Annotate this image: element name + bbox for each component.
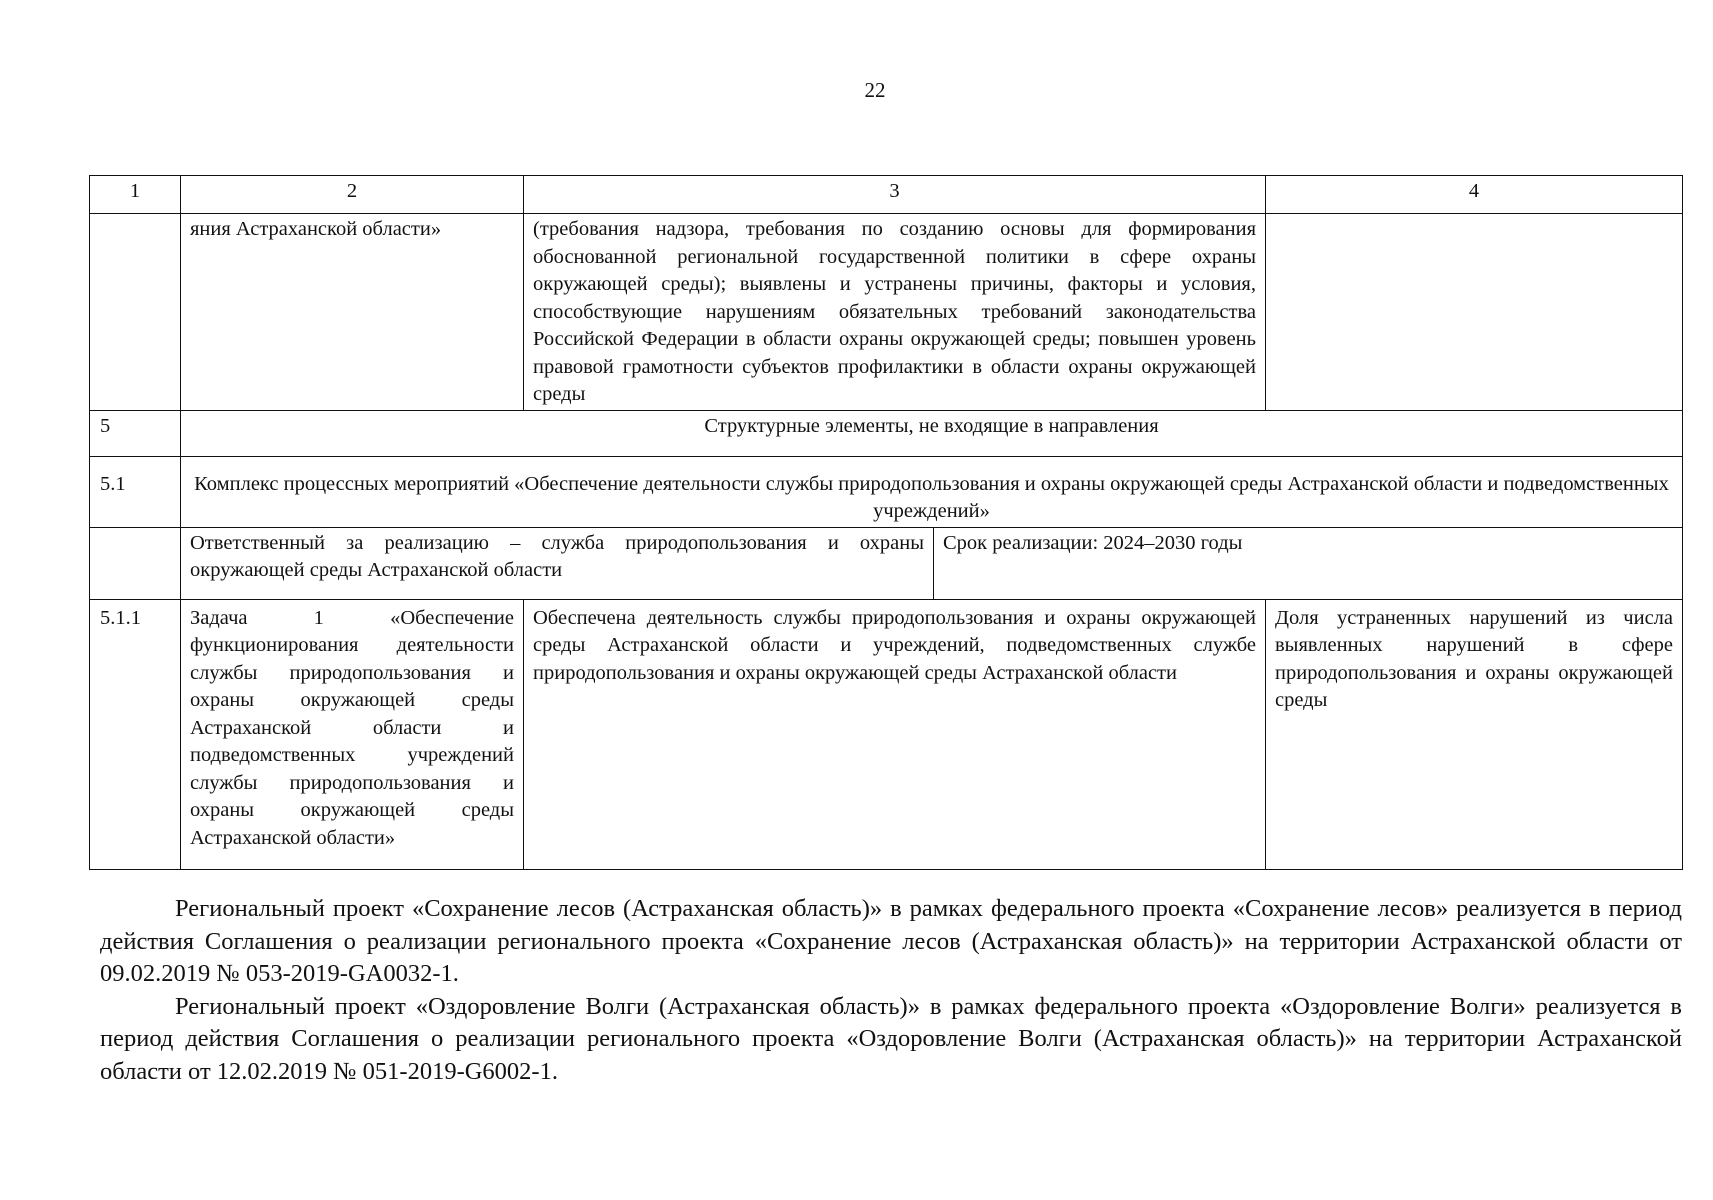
measures-table	[89, 175, 1683, 870]
row-5-1-title: Комплекс процессных мероприятий «Обеспечение деятельности службы природопользования и охраны окружающей среды Астраханской области и подведомственных учреждений»	[181, 456, 1683, 527]
table-row-continuation	[90, 214, 1683, 411]
responsible-cell: Ответственный за реализацию – служба природопользования и охраны окружающей среды Астраханской области	[181, 527, 934, 599]
row-5-1-number: 5.1	[90, 456, 181, 527]
table-row-5-1	[90, 456, 1683, 527]
table-header-row	[90, 176, 1683, 214]
header-cell-4: 4	[1266, 176, 1683, 214]
table-row-5-1-1	[90, 599, 1683, 869]
cont-result-cell: (требования надзора, требования по созданию основы для формирования обоснованной региональной государственной политики в сфере охраны окружающей среды); выявлены и устранены причины, факторы и условия, способствующие нарушениям обязательных требований законодательства Российской Федерации в области охраны окружающей среды; повышен уровень правовой грамотности субъектов профилактики в области охраны окружающей среды	[524, 214, 1266, 411]
cont-num-cell	[90, 214, 181, 411]
row-5-number: 5	[90, 410, 181, 456]
body-text	[100, 893, 1682, 1088]
indicator-cell: Доля устраненных нарушений из числа выявленных нарушений в сфере природопользования и охраны окружающей среды	[1266, 599, 1683, 869]
table-row-5	[90, 410, 1683, 456]
cont-indicator-cell	[1266, 214, 1683, 411]
paragraph-volga: Региональный проект «Оздоровление Волги (Астраханская область)» в рамках федерального проекта «Оздоровление Волги» реализуется в период действия Соглашения о реализации регионального проекта «Оздоровление Волги (Астраханская область)» на территории Астраханской области от 12.02.2019 № 051-2019-G6002-1.	[100, 992, 1682, 1085]
resp-num-cell	[90, 527, 181, 599]
result-cell: Обеспечена деятельность службы природопользования и охраны окружающей среды Астраханской области и учреждений, подведомственных службе природопользования и охраны окружающей среды Астраханской области	[524, 599, 1266, 869]
header-cell-3: 3	[524, 176, 1266, 214]
page-number: 22	[864, 78, 886, 102]
header-cell-1: 1	[90, 176, 181, 214]
paragraph-forests: Региональный проект «Сохранение лесов (Астраханская область)» в рамках федерального проекта «Сохранение лесов» реализуется в период действия Соглашения о реализации регионального проекта «Сохранение лесов (Астраханская область)» на территории Астраханской области от 09.02.2019 № 053-2019-GA0032-1.	[100, 895, 1682, 987]
header-cell-2: 2	[181, 176, 524, 214]
row-5-title: Структурные элементы, не входящие в направления	[181, 410, 1683, 456]
cont-name-cell: яния Астраханской области»	[181, 214, 524, 411]
row-5-1-1-number: 5.1.1	[90, 599, 181, 869]
task-cell: Задача 1 «Обеспечение функционирования деятельности службы природопользования и охраны окружающей среды Астраханской области и подведомственных учреждений службы природопользования и охраны окружающей среды Астраханской области»	[181, 599, 524, 869]
term-cell: Срок реализации: 2024–2030 годы	[934, 527, 1683, 599]
table-row-responsible	[90, 527, 1683, 599]
